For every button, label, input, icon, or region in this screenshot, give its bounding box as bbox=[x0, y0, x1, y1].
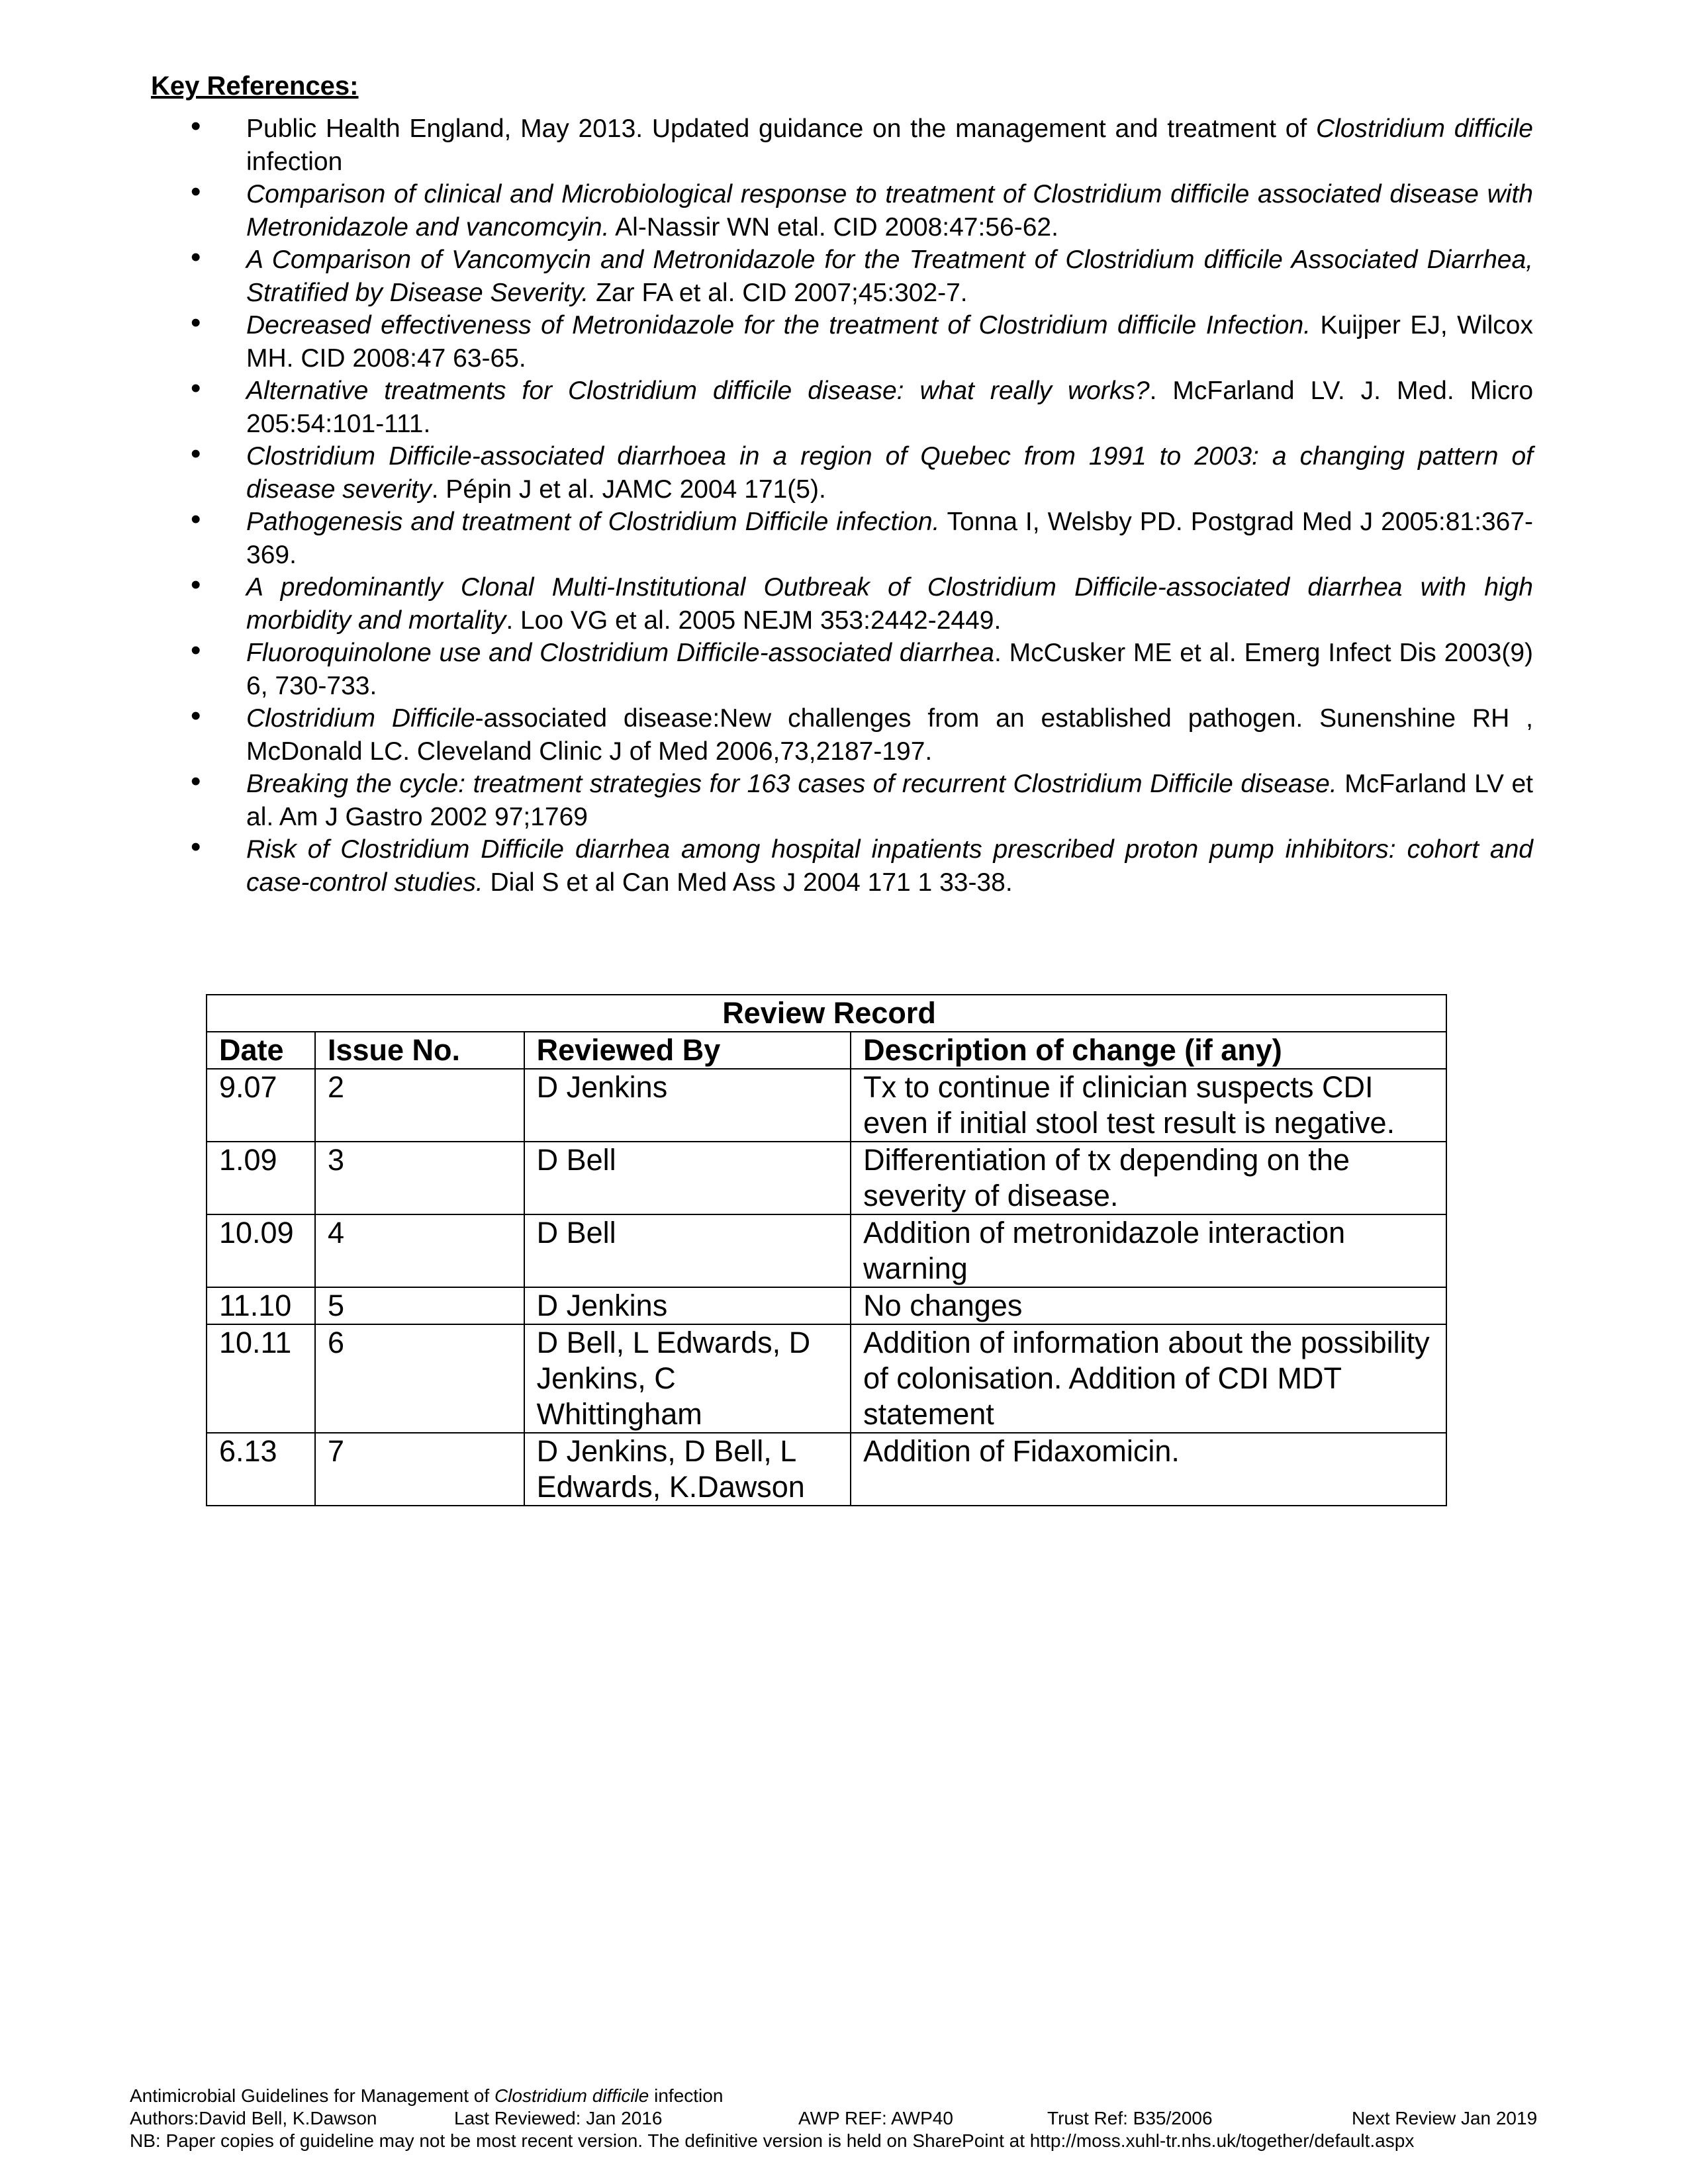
reference-item bbox=[191, 241, 1533, 309]
cell-description: No changes bbox=[851, 1287, 1446, 1324]
reference-citation: . McCusker ME et al. Emerg Infect Dis 2003(9) 6, 730-733. bbox=[246, 639, 1534, 700]
reference-item bbox=[191, 372, 1534, 440]
reference-text bbox=[196, 244, 1533, 309]
reference-citation: Public Health England, May 2013. Updated guidance on the management and treatment of bbox=[246, 114, 1316, 143]
cell-description: Addition of information about the possibility of colonisation. Addition of CDI MDT statement bbox=[851, 1324, 1446, 1433]
cell-issue-no: 2 bbox=[315, 1069, 524, 1142]
footer-guideline-title bbox=[130, 2085, 1560, 2107]
footer-authors: Authors:David Bell, K.Dawson bbox=[130, 2108, 377, 2128]
reference-citation: Kuijper EJ, Wilcox MH. CID 2008:47 63-65. bbox=[246, 311, 1533, 373]
reference-title: Breaking the cycle: treatment strategies for 163 cases of recurrent Clostridium Difficile disease. bbox=[246, 770, 1337, 798]
footer-disclaimer: NB: Paper copies of guideline may not be most recent version. The definitive version is held on SharePoint at http://moss.xuhl-tr.nhs.uk/together/default.aspx bbox=[130, 2130, 1415, 2151]
reference-title: Decreased effectiveness of Metronidazole for the treatment of Clostridium difficile Infection. bbox=[246, 311, 1311, 340]
reference-text bbox=[196, 637, 1533, 702]
cell-issue-no: 4 bbox=[315, 1214, 524, 1287]
footer-title-suffix: infection bbox=[649, 2085, 724, 2106]
bullet-icon: • bbox=[191, 765, 201, 797]
cell-description: Differentiation of tx depending on the severity of disease. bbox=[851, 1142, 1446, 1214]
column-header-issue-no: Issue No. bbox=[315, 1032, 524, 1069]
cell-issue-no: 5 bbox=[315, 1287, 524, 1324]
cell-issue-no: 3 bbox=[315, 1142, 524, 1214]
bullet-icon: • bbox=[191, 110, 201, 142]
reference-title: Alternative treatments for Clostridium difficile disease: what really works? bbox=[246, 377, 1150, 405]
footer-awp-ref: AWP REF: AWP40 bbox=[798, 2108, 953, 2128]
reference-item bbox=[191, 634, 1534, 702]
footer-meta-row bbox=[130, 2107, 1560, 2130]
reference-title: Clostridium difficile bbox=[1316, 114, 1533, 143]
reference-text bbox=[196, 768, 1533, 833]
reference-text bbox=[196, 833, 1533, 899]
column-header-date: Date bbox=[207, 1032, 315, 1069]
reference-title: Fluoroquinolone use and Clostridium Difficile-associated diarrhea bbox=[246, 639, 994, 667]
review-title-row bbox=[207, 995, 1446, 1032]
cell-description: Tx to continue if clinician suspects CDI even if initial stool test result is negative. bbox=[851, 1069, 1446, 1142]
footer-last-reviewed: Last Reviewed: Jan 2016 bbox=[454, 2108, 663, 2128]
bullet-icon: • bbox=[191, 634, 201, 666]
reference-text bbox=[196, 375, 1533, 440]
footer-title-prefix: Antimicrobial Guidelines for Management of bbox=[130, 2085, 494, 2106]
reference-citation: Zar FA et al. CID 2007;45:302-7. bbox=[588, 278, 968, 307]
reference-title: Risk of Clostridium Difficile diarrhea among hospital inpatients prescribed proton pump inhibitors: cohort and case-control studies. bbox=[246, 835, 1533, 897]
reference-text bbox=[196, 571, 1533, 637]
cell-issue-no: 6 bbox=[315, 1324, 524, 1433]
table-row bbox=[207, 1069, 1446, 1142]
reference-item bbox=[191, 306, 1533, 375]
reference-citation: . Pépin J et al. JAMC 2004 171(5). bbox=[431, 475, 826, 504]
cell-issue-no: 7 bbox=[315, 1433, 524, 1506]
reference-citation: . McFarland LV. J. Med. Micro 205:54:101-111. bbox=[246, 377, 1534, 438]
reference-item bbox=[191, 437, 1533, 506]
cell-description: Addition of Fidaxomicin. bbox=[851, 1433, 1446, 1506]
cell-date: 9.07 bbox=[207, 1069, 315, 1142]
bullet-icon: • bbox=[191, 831, 201, 863]
reference-citation: . Loo VG et al. 2005 NEJM 353:2442-2449. bbox=[506, 606, 1002, 635]
cell-description: Addition of metronidazole interaction warning bbox=[851, 1214, 1446, 1287]
page-footer bbox=[130, 2085, 1560, 2152]
cell-reviewed-by: D Bell bbox=[524, 1214, 851, 1287]
reference-title: Comparison of clinical and Microbiological response to treatment of Clostridium difficile associated disease with Metronidazole and vancomcyin. bbox=[246, 180, 1533, 242]
table-row bbox=[207, 1433, 1446, 1506]
references-list bbox=[191, 110, 1534, 899]
cell-reviewed-by: D Jenkins, D Bell, L Edwards, K.Dawson bbox=[524, 1433, 851, 1506]
cell-date: 1.09 bbox=[207, 1142, 315, 1214]
review-table-body bbox=[207, 1069, 1446, 1506]
bullet-icon: • bbox=[191, 175, 201, 208]
footer-title-organism: Clostridium difficile bbox=[494, 2085, 649, 2106]
footer-trust-ref: Trust Ref: B35/2006 bbox=[1047, 2108, 1213, 2128]
cell-date: 6.13 bbox=[207, 1433, 315, 1506]
cell-date: 10.11 bbox=[207, 1324, 315, 1433]
reference-title: A Comparison of Vancomycin and Metronidazole for the Treatment of Clostridium difficile Associated Diarrhea, Stratified by Disease Severity. bbox=[246, 246, 1533, 307]
reference-citation: Al-Nassir WN etal. CID 2008:47:56-62. bbox=[609, 212, 1058, 242]
reference-citation: McFarland LV et al. Am J Gastro 2002 97;1769 bbox=[246, 770, 1533, 831]
review-record-title: Review Record bbox=[207, 995, 1446, 1032]
reference-title: Pathogenesis and treatment of Clostridium Difficile infection. bbox=[246, 508, 940, 536]
reference-item bbox=[191, 503, 1533, 571]
bullet-icon: • bbox=[191, 372, 201, 404]
cell-reviewed-by: D Jenkins bbox=[524, 1069, 851, 1142]
reference-text bbox=[196, 113, 1533, 178]
reference-text bbox=[196, 506, 1533, 571]
reference-title: Clostridium Difficile bbox=[246, 704, 475, 733]
review-header-row bbox=[207, 1032, 1446, 1069]
bullet-icon: • bbox=[191, 306, 201, 339]
reference-item bbox=[191, 569, 1533, 637]
bullet-icon: • bbox=[191, 503, 201, 535]
bullet-icon: • bbox=[191, 437, 201, 470]
bullet-icon: • bbox=[191, 241, 201, 273]
reference-title: Clostridium Difficile-associated diarrhoea in a region of Quebec from 1991 to 2003: a changing pattern of disease severity bbox=[246, 442, 1533, 504]
review-record-table bbox=[206, 994, 1447, 1506]
reference-citation: -associated disease:New challenges from an established pathogen. Sunenshine RH , McDonald LC. Cleveland Clinic J of Med 2006,73,2187-197. bbox=[246, 704, 1534, 766]
table-row bbox=[207, 1142, 1446, 1214]
reference-text bbox=[196, 440, 1533, 506]
reference-citation: infection bbox=[246, 147, 343, 176]
reference-item bbox=[191, 175, 1533, 244]
table-row bbox=[207, 1287, 1446, 1324]
reference-item bbox=[191, 700, 1534, 768]
table-row bbox=[207, 1214, 1446, 1287]
cell-date: 11.10 bbox=[207, 1287, 315, 1324]
table-row bbox=[207, 1324, 1446, 1433]
footer-next-review: Next Review Jan 2019 bbox=[1352, 2108, 1538, 2128]
bullet-icon: • bbox=[191, 569, 201, 601]
cell-reviewed-by: D Bell bbox=[524, 1142, 851, 1214]
reference-text bbox=[196, 702, 1533, 768]
reference-item bbox=[191, 765, 1533, 833]
reference-text bbox=[196, 309, 1533, 375]
reference-citation: Dial S et al Can Med Ass J 2004 171 1 33-38. bbox=[483, 868, 1013, 897]
column-header-description: Description of change (if any) bbox=[851, 1032, 1446, 1069]
reference-item bbox=[191, 110, 1533, 178]
bullet-icon: • bbox=[191, 700, 201, 732]
key-references-heading: Key References: bbox=[151, 71, 359, 101]
cell-reviewed-by: D Bell, L Edwards, D Jenkins, C Whittingham bbox=[524, 1324, 851, 1433]
reference-item bbox=[191, 831, 1533, 899]
reference-text bbox=[196, 178, 1533, 244]
cell-date: 10.09 bbox=[207, 1214, 315, 1287]
cell-reviewed-by: D Jenkins bbox=[524, 1287, 851, 1324]
column-header-reviewed-by: Reviewed By bbox=[524, 1032, 851, 1069]
reference-citation: Tonna I, Welsby PD. Postgrad Med J 2005:81:367-369. bbox=[246, 508, 1533, 569]
reference-title: A predominantly Clonal Multi-Institutional Outbreak of Clostridium Difficile-associated diarrhea with high morbidity and mortality bbox=[246, 573, 1533, 635]
